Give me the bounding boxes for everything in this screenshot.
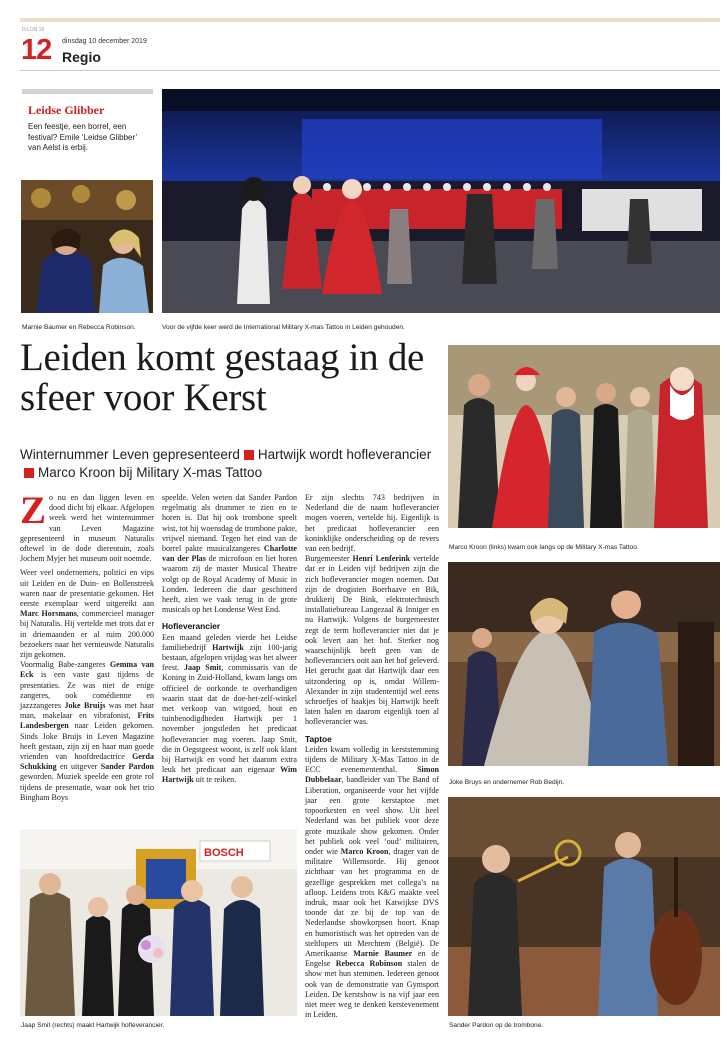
name-bold: Jaap Smit	[183, 663, 222, 673]
text-run: zijn 100-jarig bestaan, afgelopen vrijdag was het alweer feest.	[162, 642, 298, 673]
name-bold: Henri Lenferink	[352, 554, 411, 564]
caption-tattoo: Voor de vijfde keer werd de International Military X-mas Tattoo in Leiden gehouden.	[162, 324, 405, 331]
text-run: , bandleider van The Band of Liberation, organiseerde voor het vijfde jaar een grote kerstaptoe met topoorkesten en veel show. Uit heel Nederland was het publiek voor deze grote muzikale show gekomen. Onder het publiek ook veel ‘oud’ militairen, onder wie	[305, 775, 439, 856]
name-bold: Gerda Schukking	[20, 752, 154, 772]
text-run: vertelde dat er in Leiden vijf bedrijven zijn die zich hofleverancier mogen noemen. Dat zijn de drogisten Boerhaave en Bik, drukkerij De Bink, elektrotechnisch installatiebureau Langezaal & Inniger en nu Hartwijk. Volgens de burgemeester zegt de term hofleverancier niet dat je ook levert aan het hof. Sterker nog waarschijnlijk heeft geen van de hofleveranciers ooit aan het hof geleverd. Het gerucht gaat dat Hartwijk daar een uitzondering op is, omdat Willem-Alexander in zijn studententijd wel eens schroefjes of haakjes bij Hartwijk heeft laten halen en daarom eigenlijk toen al hofleverancier was.	[305, 554, 439, 727]
drop-cap: Z	[20, 489, 47, 532]
text-run: speelde. Velen weten dat Sander Pardon regelmatig als drummer te zien en te horen is. Dat hij ook trombone speelt wist, tot hij woensdag de trombone pakte, vrijwel niemand. Tegen het eind van de borrel pakte musicalzangeres	[162, 493, 297, 554]
article-column-3	[305, 493, 439, 1020]
text-run: geworden. Muziek speelde een grote rol tijdens de presentatie, waar ook het trio Bingham Boys	[20, 772, 154, 802]
subhead-2: Hartwijk wordt hofleverancier	[257, 447, 432, 462]
text-run: , commissaris van de Koning in Zuid-Holland, kwam langs om officieel de oorkonde te overhandigen waarin staat dat de doe-het-zelf-winkel met verkoop van witgoed, hout en tuinbenodigdheden Hartwijk per 1 november jongstleden het predicaat hofleverancier mag voeren. Jaap Smit, die in Oegstgeest woont, is zelf ook klant bij Hartwijk en vond het daarom extra leuk het predicaat aan eigenaar	[162, 663, 298, 775]
photo-pardon	[448, 797, 720, 1016]
bosch-logo: BOSCH	[204, 847, 244, 859]
text-run: naar Leiden gekomen. Sinds Joke Bruijs in Leven Magazine heeft gestaan, zijn zij en haar man goede vrienden van hoofdredactrice	[20, 721, 154, 762]
name-bold: Frits Landesbergen	[20, 711, 154, 731]
teaser-text: Een feestje, een borrel, een festival? Emile ‘Leidse Glibber’ van Aelst is erbij.	[28, 122, 137, 152]
text-run: Weer veel ondernemers, politici en vips uit Leiden en de Duin- en Bollenstreek waren naar de presentatie gekomen. Het eerste exemplaar werd uitgereikt aan	[20, 568, 154, 609]
subhead-taptoe: Taptoe	[305, 733, 332, 744]
text-run: Leiden kwam volledig in kerststemming tijdens de Military X-Mas Tattoo in de ECC evenemententhal.	[305, 744, 439, 775]
paragraph: o nu en dan liggen leven en dood dicht bij elkaar. Afgelopen week werd het winternummer van Leven Magazine gepresenteerd in museum Naturalis oftewel in de dode dierentuin, zoals Jochem Myjer het museum ooit noemde.	[20, 493, 154, 564]
caption-hartwijk: Jaap Smit (rechts) maakt Hartwijk hofleverancier.	[21, 1022, 165, 1029]
subhead-3: Marco Kroon bij Military X-mas Tattoo	[38, 465, 263, 480]
name-bold: Hartwijk	[212, 642, 244, 652]
header-rule	[20, 70, 720, 71]
text-run: is een vaste gast tijdens de presentaties. Ze was niet de enige zangeres, ook comédienne en jazzzangeres	[20, 670, 154, 711]
photo-bruys	[448, 562, 720, 766]
text-run: de microfoon en liet horen waarom zij de master Musical Theatre volgt op de Royal Academy of Music in Londen. Iedereen die daar geschitterd heeft, zien we vaak terug in de grote musicals op het Londense West End.	[162, 554, 297, 615]
edition-code: D-LDN 16	[22, 27, 45, 33]
subhead-hofleverancier: Hofleverancier	[162, 621, 221, 632]
teaser-title: Leidse Glibber	[28, 103, 105, 117]
text-run: Burgemeester	[305, 554, 353, 564]
photo-kroon	[448, 345, 720, 528]
text-run: , drager van de militaire Willemsorde. Hij genoot zichtbaar van het programma en de gezellige gesprekken met collega’s na afloop. Leidens trots K&G maakte veel indruk, maar ook het Katwijkse DVS toonde dat ze bij de top van de Nederlandse showkorpsen hoort. Knap en humoristisch was het optreden van de steltlopers uit Merchtem (België). De Amerikaanse	[305, 846, 440, 958]
caption-kroon: Marco Kroon (links) kwam ook langs op de Military X-mas Tattoo.	[449, 544, 639, 551]
photo-tattoo	[162, 89, 720, 313]
name-bold: Marco Kroon	[340, 846, 389, 856]
name-bold: Marnie Baumer	[353, 948, 413, 958]
name-bold: Joke Bruijs	[64, 701, 106, 711]
subheads	[20, 446, 445, 482]
text-run: , commercieel manager bij Naturalis. Hij vertelde met trots dat er in driemaanden er al ruim 200.000 bezoekers naar het vernieuwde Naturalis zijn gekomen.	[20, 609, 154, 660]
text-run: stalen de show met hun stemmen. Iedereen genoot ook van de demonstratie van Gymsport Leiden. De kerstshow is na vijf jaar een niet meer weg te denken kerstevenement in Leiden.	[305, 959, 440, 1020]
name-bold: Sander Pardon	[100, 762, 154, 772]
text-run: en de Engelse	[305, 948, 440, 969]
red-square-icon	[244, 450, 254, 460]
name-bold: Gemma van Eck	[20, 660, 154, 680]
photo-singers	[21, 180, 153, 313]
top-bar	[20, 18, 720, 22]
caption-bruys: Joke Bruys en ondernemer Rob Bedijn.	[449, 779, 565, 786]
name-bold: Simon Dubbelaar	[305, 765, 439, 785]
red-square-icon	[24, 468, 34, 478]
page-date: dinsdag 10 december 2019	[62, 38, 147, 45]
name-bold: Wim Hartwijk	[162, 765, 297, 785]
text-run: was met haar man, makelaar en vibrafonist,	[20, 701, 154, 721]
caption-pardon: Sander Pardon op de trombone.	[449, 1022, 544, 1029]
text-run: en uitgever	[56, 762, 101, 772]
name-bold: Charlotte van der Plas	[162, 544, 297, 564]
subhead-1: Winternummer Leven gepresenteerd	[20, 447, 240, 462]
text-run: Een maand geleden vierde het Leidse familiebedrijf	[162, 632, 297, 652]
photo-hartwijk	[20, 829, 297, 1016]
article-column-2	[162, 493, 297, 786]
section-title: Regio	[62, 49, 101, 65]
text-run: uit te reiken.	[193, 775, 237, 785]
paragraph: Er zijn slechts 743 bedrijven in Nederland die de naam hofleverancier mogen voeren, vertelde hij. Eigenlijk is het predicaat hofleverancier een koninklijke onderscheiding op de revers van een bedrijf.	[305, 493, 439, 554]
caption-singers: Marnie Baumer en Rebecca Robinson.	[22, 324, 136, 331]
name-bold: Marc Horsmans	[20, 609, 77, 619]
article-column-1	[20, 489, 154, 803]
headline: Leiden komt gestaag in de sfeer voor Kerst	[20, 336, 425, 419]
text-run: Voormalig Babe-zangeres	[20, 660, 110, 670]
teaser-box[interactable]	[22, 89, 153, 178]
page-number: 12	[21, 34, 52, 66]
name-bold: Rebecca Robinson	[335, 959, 403, 969]
